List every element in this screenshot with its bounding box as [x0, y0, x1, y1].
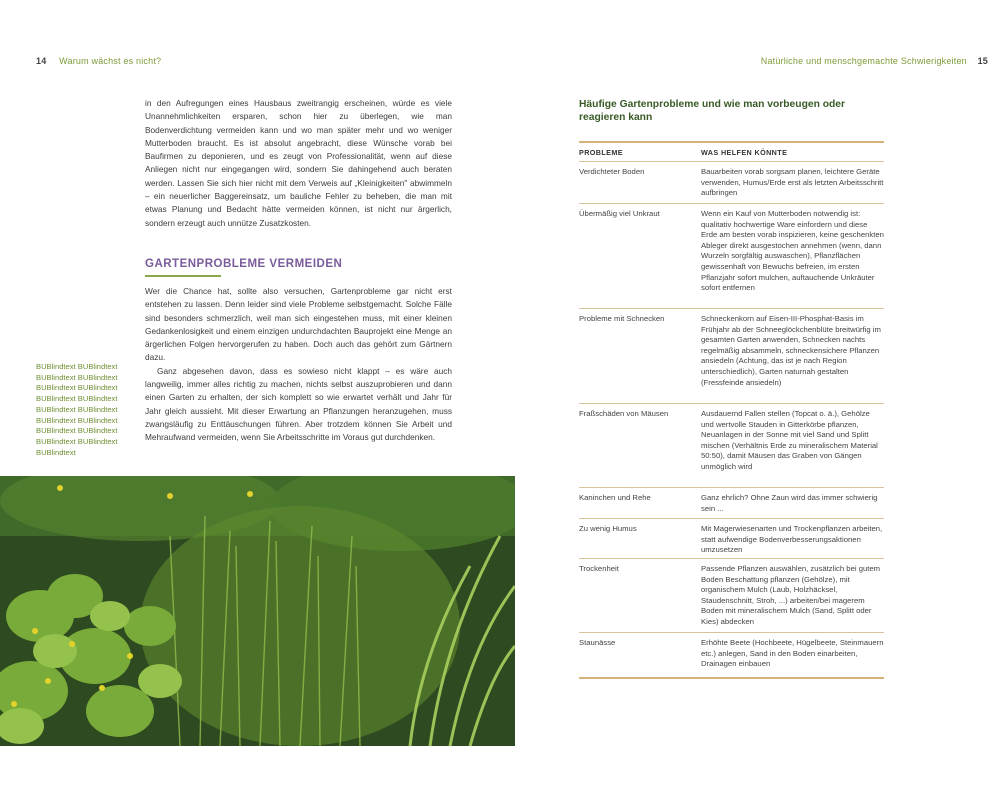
garden-photo [0, 476, 515, 746]
solution-cell: Passende Pflanzen auswählen, zusätzlich bei gutem Boden Beschattung pflanzen (Gehölze), mit organischem Mulch (Laub, Holzhäcksel, Staudenschnitt, Stroh, ...) arbeiten/bei magerem Boden mit mineralischem Mulch (Sand, Splitt oder Kies) abdecken [701, 564, 881, 626]
table-row [579, 405, 884, 488]
problem-cell: Übermäßig viel Unkraut [579, 209, 660, 218]
left-page-number: 14 [36, 56, 47, 66]
table-title: Häufige Gartenprobleme und wie man vorbeugen oder reagieren kann [579, 99, 846, 123]
solution-cell: Mit Magerwiesenarten und Trockenpflanzen arbeiten, statt aufwendige Bodenverbesserungsaktionen umzusetzen [701, 524, 883, 555]
header-problems: PROBLEME [579, 148, 623, 157]
right-running-title: Natürliche und menschgemachte Schwierigkeiten [760, 56, 967, 66]
solution-cell: Schneckenkorn auf Eisen-III-Phosphat-Basis im Frühjahr ab der Schneeglöckchenblüte breitwürfig im gesamten Garten anwenden, Schnecken nachts regelmäßig absammeln, schneckensichere Pflanzen ansiedeln (Achtung, das ist je nach Region unterschiedlich), Garten naturnah gestalten (Fressfeinde ansiedeln) [701, 314, 881, 387]
section-heading-rule [145, 275, 221, 277]
table-row [579, 520, 884, 559]
intro-text-block [145, 97, 452, 230]
problem-cell: Staunässe [579, 638, 616, 647]
solution-cell: Ganz ehrlich? Ohne Zaun wird das immer schwierig sein ... [701, 493, 878, 513]
left-running-title: Warum wächst es nicht? [59, 56, 162, 66]
table-row [579, 310, 884, 404]
header-solutions: WAS HELFEN KÖNNTE [701, 148, 788, 157]
table-row [579, 634, 884, 675]
problem-cell: Fraßschäden von Mäusen [579, 409, 669, 418]
table-row [579, 560, 884, 633]
garden-photo-illustration [0, 476, 515, 746]
right-page-number: 15 [977, 56, 988, 66]
solution-cell: Bauarbeiten vorab sorgsam planen, leichtere Geräte verwenden, Humus/Erde erst als letzten Arbeitsschritt aufbringen [701, 167, 884, 198]
table-row [579, 489, 884, 519]
section-heading: GARTENPROBLEME VERMEIDEN [145, 258, 343, 270]
section-text-block [145, 285, 452, 445]
table-bottom-rule [579, 677, 884, 679]
problem-cell: Kaninchen und Rehe [579, 493, 651, 502]
solution-cell: Ausdauernd Fallen stellen (Topcat o. ä.), Gehölze und wertvolle Stauden in Gitterkörbe pflanzen, Neuanlagen in der Sonne mit viel Sand und Splitt mischen (Verhältnis Erde zu mineralischem Material 50:50), damit Mäusen das Graben von Gängen unmöglich wird [701, 409, 878, 471]
solution-cell: Erhöhte Beete (Hochbeete, Hügelbeete, Steinmauern etc.) anlegen, Sand in den Boden einarbeiten, Drainagen einbauen [701, 638, 884, 669]
intro-paragraph: in den Aufregungen eines Hausbaus zweitrangig erscheinen, würde es viele Unannehmlichkeiten ersparen, schon hier zu überlegen, wie man Bodenverdichtung vermeiden kann und wo man später mehr und wo weniger Mutterboden braucht. Es ist absolut angebracht, diese Wünsche vorab bei Baufirmen zu deponieren, und es zeugt von Professionalität, wenn auf diese Anliegen nicht nur eingegangen wird, sondern Sie dahingehend auch beraten werden. Lassen Sie sich hier nicht mit dem Verweis auf „Kleinigkeiten" abwimmeln – ein neuerlicher Baggereinsatz, um bauliche Fehler zu beheben, die man mit etwas Planung und Bedacht hätte vermeiden können, ist nicht nur ärgerlich, sondern erzeugt auch unnütze Zusatzkosten. [145, 98, 452, 228]
problem-cell: Verdichteter Boden [579, 167, 645, 176]
section-paragraph-2: Ganz abgesehen davon, dass es sowieso nicht klappt – es wäre auch langweilig, immer alles richtig zu machen, nichts selbst auszuprobieren und dann einen Garten zu erhalten, der sich komplett so wie erwartet verhält und Jahr für Jahr gleich aussieht. Mit dieser Erwartung an Pflanzungen heranzugehen, muss zwangsläufig zu Enttäuschungen führen. Aber trotzdem können Sie Arbeit und Mehraufwand vermeiden, wenn Sie Arbeitsschritte im Voraus gut durchdenken. [145, 365, 452, 443]
section-paragraph-1: Wer die Chance hat, sollte also versuchen, Gartenprobleme gar nicht erst entstehen zu lassen. Denn leider sind viele Probleme selbstgemacht. Solche Fälle sind besonders schmerzlich, weil man sich eingestehen muss, mit einer kleinen Gedankenlosigkeit und einem einzigen undurchdachten Bauprojekt eine Menge an ärgerlichen Folgen hervorgerufen zu haben. Doch auch das gehört zum Gärtnern dazu. [145, 286, 452, 363]
table-top-rule [579, 141, 884, 143]
table-row [579, 205, 884, 309]
problem-cell: Probleme mit Schnecken [579, 314, 665, 323]
table-header-row [579, 145, 884, 162]
problem-cell: Zu wenig Humus [579, 524, 637, 533]
right-running-head [761, 56, 988, 66]
problem-cell: Trockenheit [579, 564, 619, 573]
left-running-head [36, 56, 161, 66]
table-row [579, 163, 884, 204]
solution-cell: Wenn ein Kauf von Mutterboden notwendig ist: qualitativ hochwertige Ware einfordern und diese Erde am besten vorab inspizieren, keine geschenkten Ableger direkt ausgestochen annehmen (wenn, dann Wurzeln sorgfältig auswaschen), Pflanzflächen gewissenhaft von Bewuchs befreien, im ersten Pflanzjahr sofort mulchen, auftauchende Unkräuter sofort entfernen [701, 209, 884, 293]
caption-placeholder: BUBlindtext BUBlindtext BUBlindtext BUBlindtext BUBlindtext BUBlindtext BUBlindtext BUBlindtext BUBlindtext BUBlindtext BUBlindtext BUBlindtext BUBlindtext BUBlindtext BUBlindtext BUBlindtext BUBlindtext [36, 362, 118, 457]
